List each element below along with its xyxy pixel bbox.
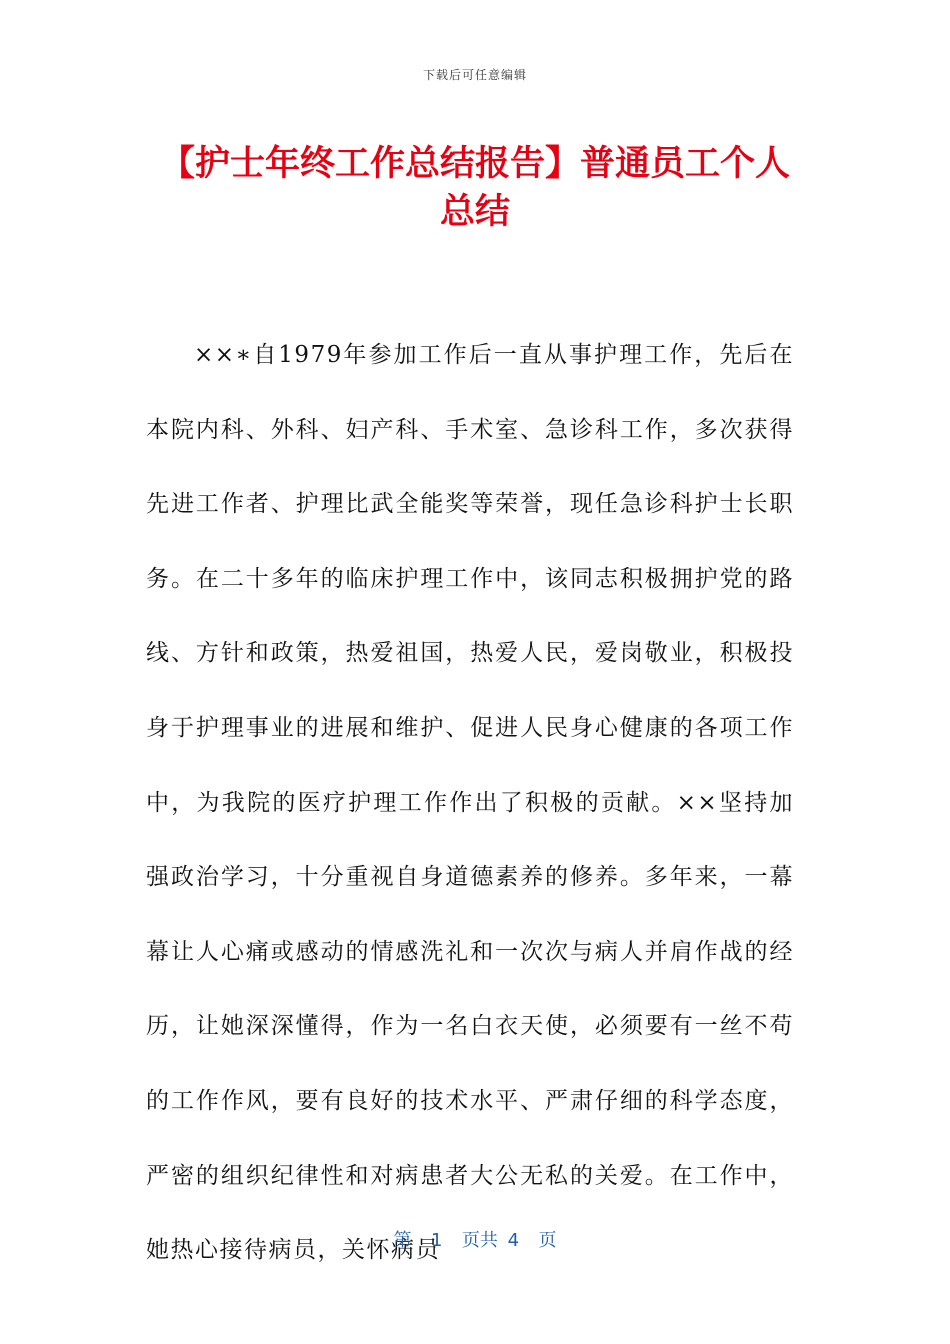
header-note: 下载后可任意编辑: [422, 68, 527, 82]
page-footer: [0, 1226, 950, 1252]
body-paragraph: ××∗自1979年参加工作后一直从事护理工作，先后在本院内科、外科、妇产科、手术室、急诊科工作，多次获得先进工作者、护理比武全能奖等荣誉，现任急诊科护士长职务。在二十多年的临床护理工作中，该同志积极拥护党的路线、方针和政策，热爱祖国，热爱人民，爱岗敬业，积极投身于护理事业的进展和维护、促进人民身心健康的各项工作中，为我院的医疗护理工作作出了积极的贡献。××坚持加强政治学习，十分重视自身道德素养的修养。多年来，一幕幕让人心痛或感动的情感洗礼和一次次与病人并肩作战的经历，让她深深懂得，作为一名白衣天使，必须要有一丝不苟的工作作风，要有良好的技术水平、严肃仔细的科学态度，严密的组织纪律性和对病患者大公无私的关爱。在工作中，她热心接待病员，关怀病员: [146, 342, 794, 1264]
page-number-text: 第 1 页共 4 页: [393, 1230, 557, 1251]
document-title: 【护士年终工作总结报告】普通员工个人总结: [159, 144, 790, 232]
